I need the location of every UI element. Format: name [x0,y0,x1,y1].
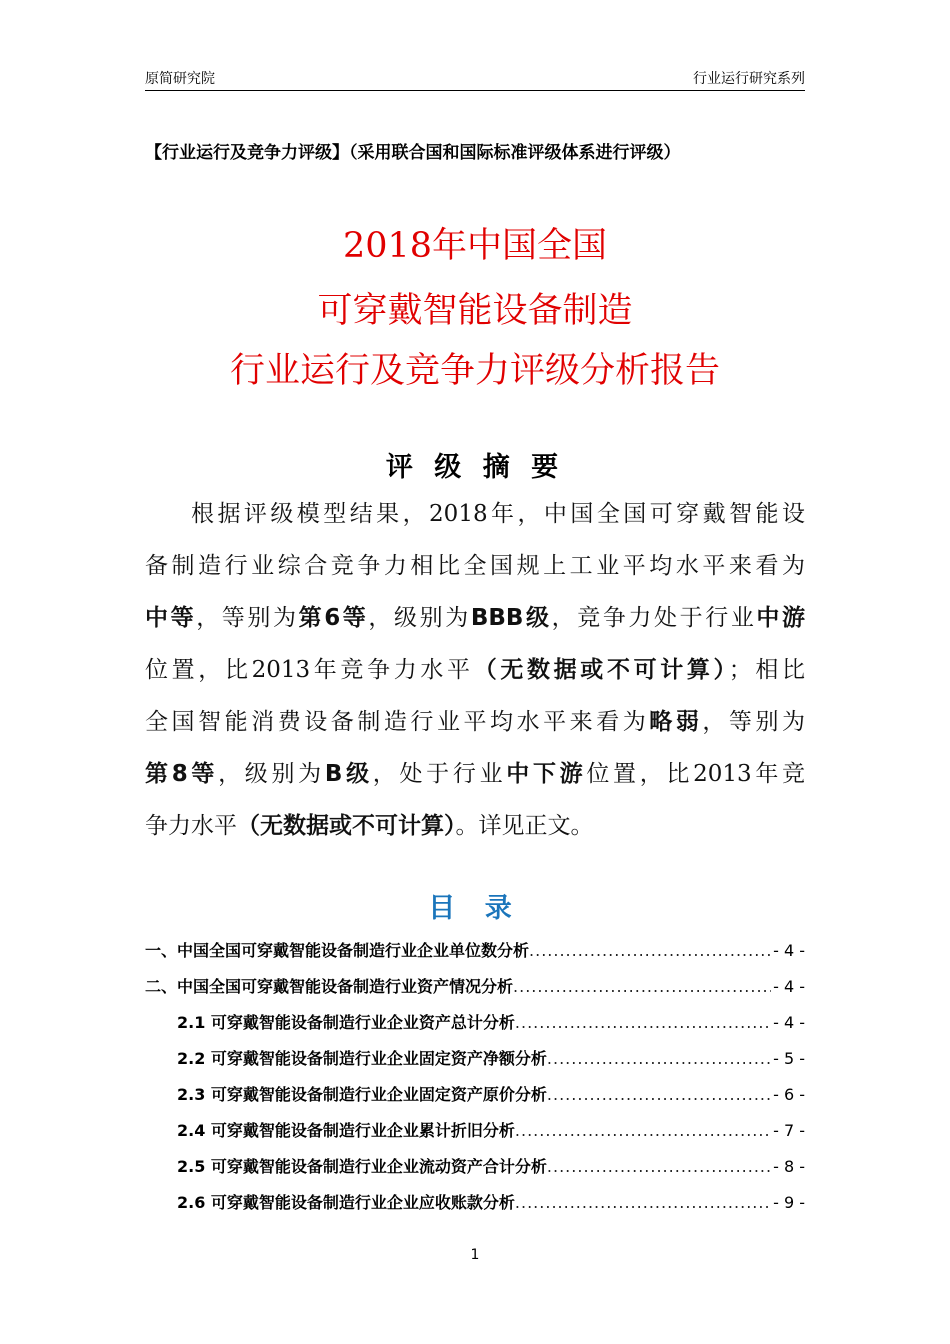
toc-entry-label[interactable]: 2.6 可穿戴智能设备制造行业企业应收账款分析 [177,1193,515,1212]
rating-level-national: 中等 [145,605,197,631]
toc-entry[interactable] [145,1190,805,1226]
toc-entry[interactable] [145,1118,805,1154]
toc-entry-label[interactable]: 二、中国全国可穿戴智能设备制造行业资产情况分析 [145,977,514,996]
summary-text: 根据评级模型结果，2018年，中国全国可穿戴智能设 [191,501,805,527]
summary-text: 争力水平 [145,813,237,839]
toc-entry-label[interactable]: 2.2 可穿戴智能设备制造行业企业固定资产净额分析 [177,1049,547,1068]
toc-leader-dots [513,977,771,996]
summary-text: 位置，比2013年竞 [586,761,806,787]
toc-entry-label[interactable]: 一、中国全国可穿戴智能设备制造行业企业单位数分析 [145,941,530,960]
header-org-name: 原简研究院 [145,71,215,87]
toc-heading: 目 录 [428,893,522,924]
report-title-line-1: 2018年中国全国 [342,226,608,266]
toc-entry-page[interactable]: - 4 - [773,941,805,960]
toc-leader-dots [547,1085,771,1104]
toc-entry-page[interactable]: - 8 - [773,1157,805,1176]
toc-leader-dots [515,1121,771,1140]
summary-text: ；相比 [728,657,806,683]
toc-entry[interactable] [145,1010,805,1046]
summary-line [145,800,805,852]
summary-text: 全国智能消费设备制造行业平均水平来看为 [145,709,650,735]
rating-class-national: BBB级 [470,605,552,631]
toc-entry[interactable] [145,1046,805,1082]
report-title-line-2: 可穿戴智能设备制造 [317,291,633,331]
summary-text: ，等别为 [702,709,806,735]
summary-line [145,644,805,696]
summary-line [145,696,805,748]
toc-leader-dots [515,1193,771,1212]
toc-entry-page[interactable]: - 6 - [773,1085,805,1104]
rating-level-sector: 略弱 [649,709,703,735]
toc-entry-label[interactable]: 2.3 可穿戴智能设备制造行业企业固定资产原价分析 [177,1085,547,1104]
summary-line [145,748,805,800]
toc-entry-page[interactable]: - 5 - [773,1049,805,1068]
toc-leader-dots [529,941,771,960]
summary-paragraph [145,488,805,852]
summary-heading: 评 级 摘 要 [385,452,565,483]
report-tagline: 【行业运行及竞争力评级】（采用联合国和国际标准评级体系进行评级） [145,143,681,163]
comparison-note: （无数据或不可计算） [473,657,729,683]
rating-class-sector: B级 [324,761,373,787]
report-title-line-3: 行业运行及竞争力评级分析报告 [229,351,720,391]
toc-entry[interactable] [145,1082,805,1118]
header-series-name: 行业运行研究系列 [693,71,805,87]
summary-line [145,592,805,644]
toc-entry-label[interactable]: 2.4 可穿戴智能设备制造行业企业累计折旧分析 [177,1121,515,1140]
toc-entry[interactable] [145,1154,805,1190]
summary-text: ，处于行业 [372,761,507,787]
summary-text: 。详见正文。 [455,813,594,839]
header-divider [145,90,805,91]
toc-leader-dots [547,1049,771,1068]
toc-entry-page[interactable]: - 9 - [773,1193,805,1212]
toc-entry-page[interactable]: - 4 - [773,977,805,996]
summary-text: 位置，比2013年竞争力水平 [145,657,474,683]
summary-text: ，级别为 [218,761,325,787]
toc-entry[interactable] [145,974,805,1010]
toc-entry-label[interactable]: 2.5 可穿戴智能设备制造行业企业流动资产合计分析 [177,1157,547,1176]
toc-entry-page[interactable]: - 7 - [773,1121,805,1140]
rating-position-sector: 中下游 [506,761,587,787]
summary-text: ，竞争力处于行业 [551,605,757,631]
summary-text: ，级别为 [368,605,471,631]
rating-position-national: 中游 [756,605,806,631]
toc-entry-label[interactable]: 2.1 可穿戴智能设备制造行业企业资产总计分析 [177,1013,515,1032]
rating-grade-sector: 第8等 [145,761,219,787]
comparison-note: （无数据或不可计算） [237,813,456,839]
summary-text: ，等别为 [196,605,299,631]
toc-leader-dots [515,1013,771,1032]
summary-line [145,540,805,592]
rating-grade-national: 第6等 [298,605,369,631]
page-number: 1 [470,1247,480,1263]
summary-line [145,488,805,540]
toc-leader-dots [547,1157,771,1176]
summary-text: 备制造行业综合竞争力相比全国规上工业平均水平来看为 [145,553,805,579]
toc-entry[interactable] [145,938,805,974]
table-of-contents [145,938,805,1226]
toc-entry-page[interactable]: - 4 - [773,1013,805,1032]
